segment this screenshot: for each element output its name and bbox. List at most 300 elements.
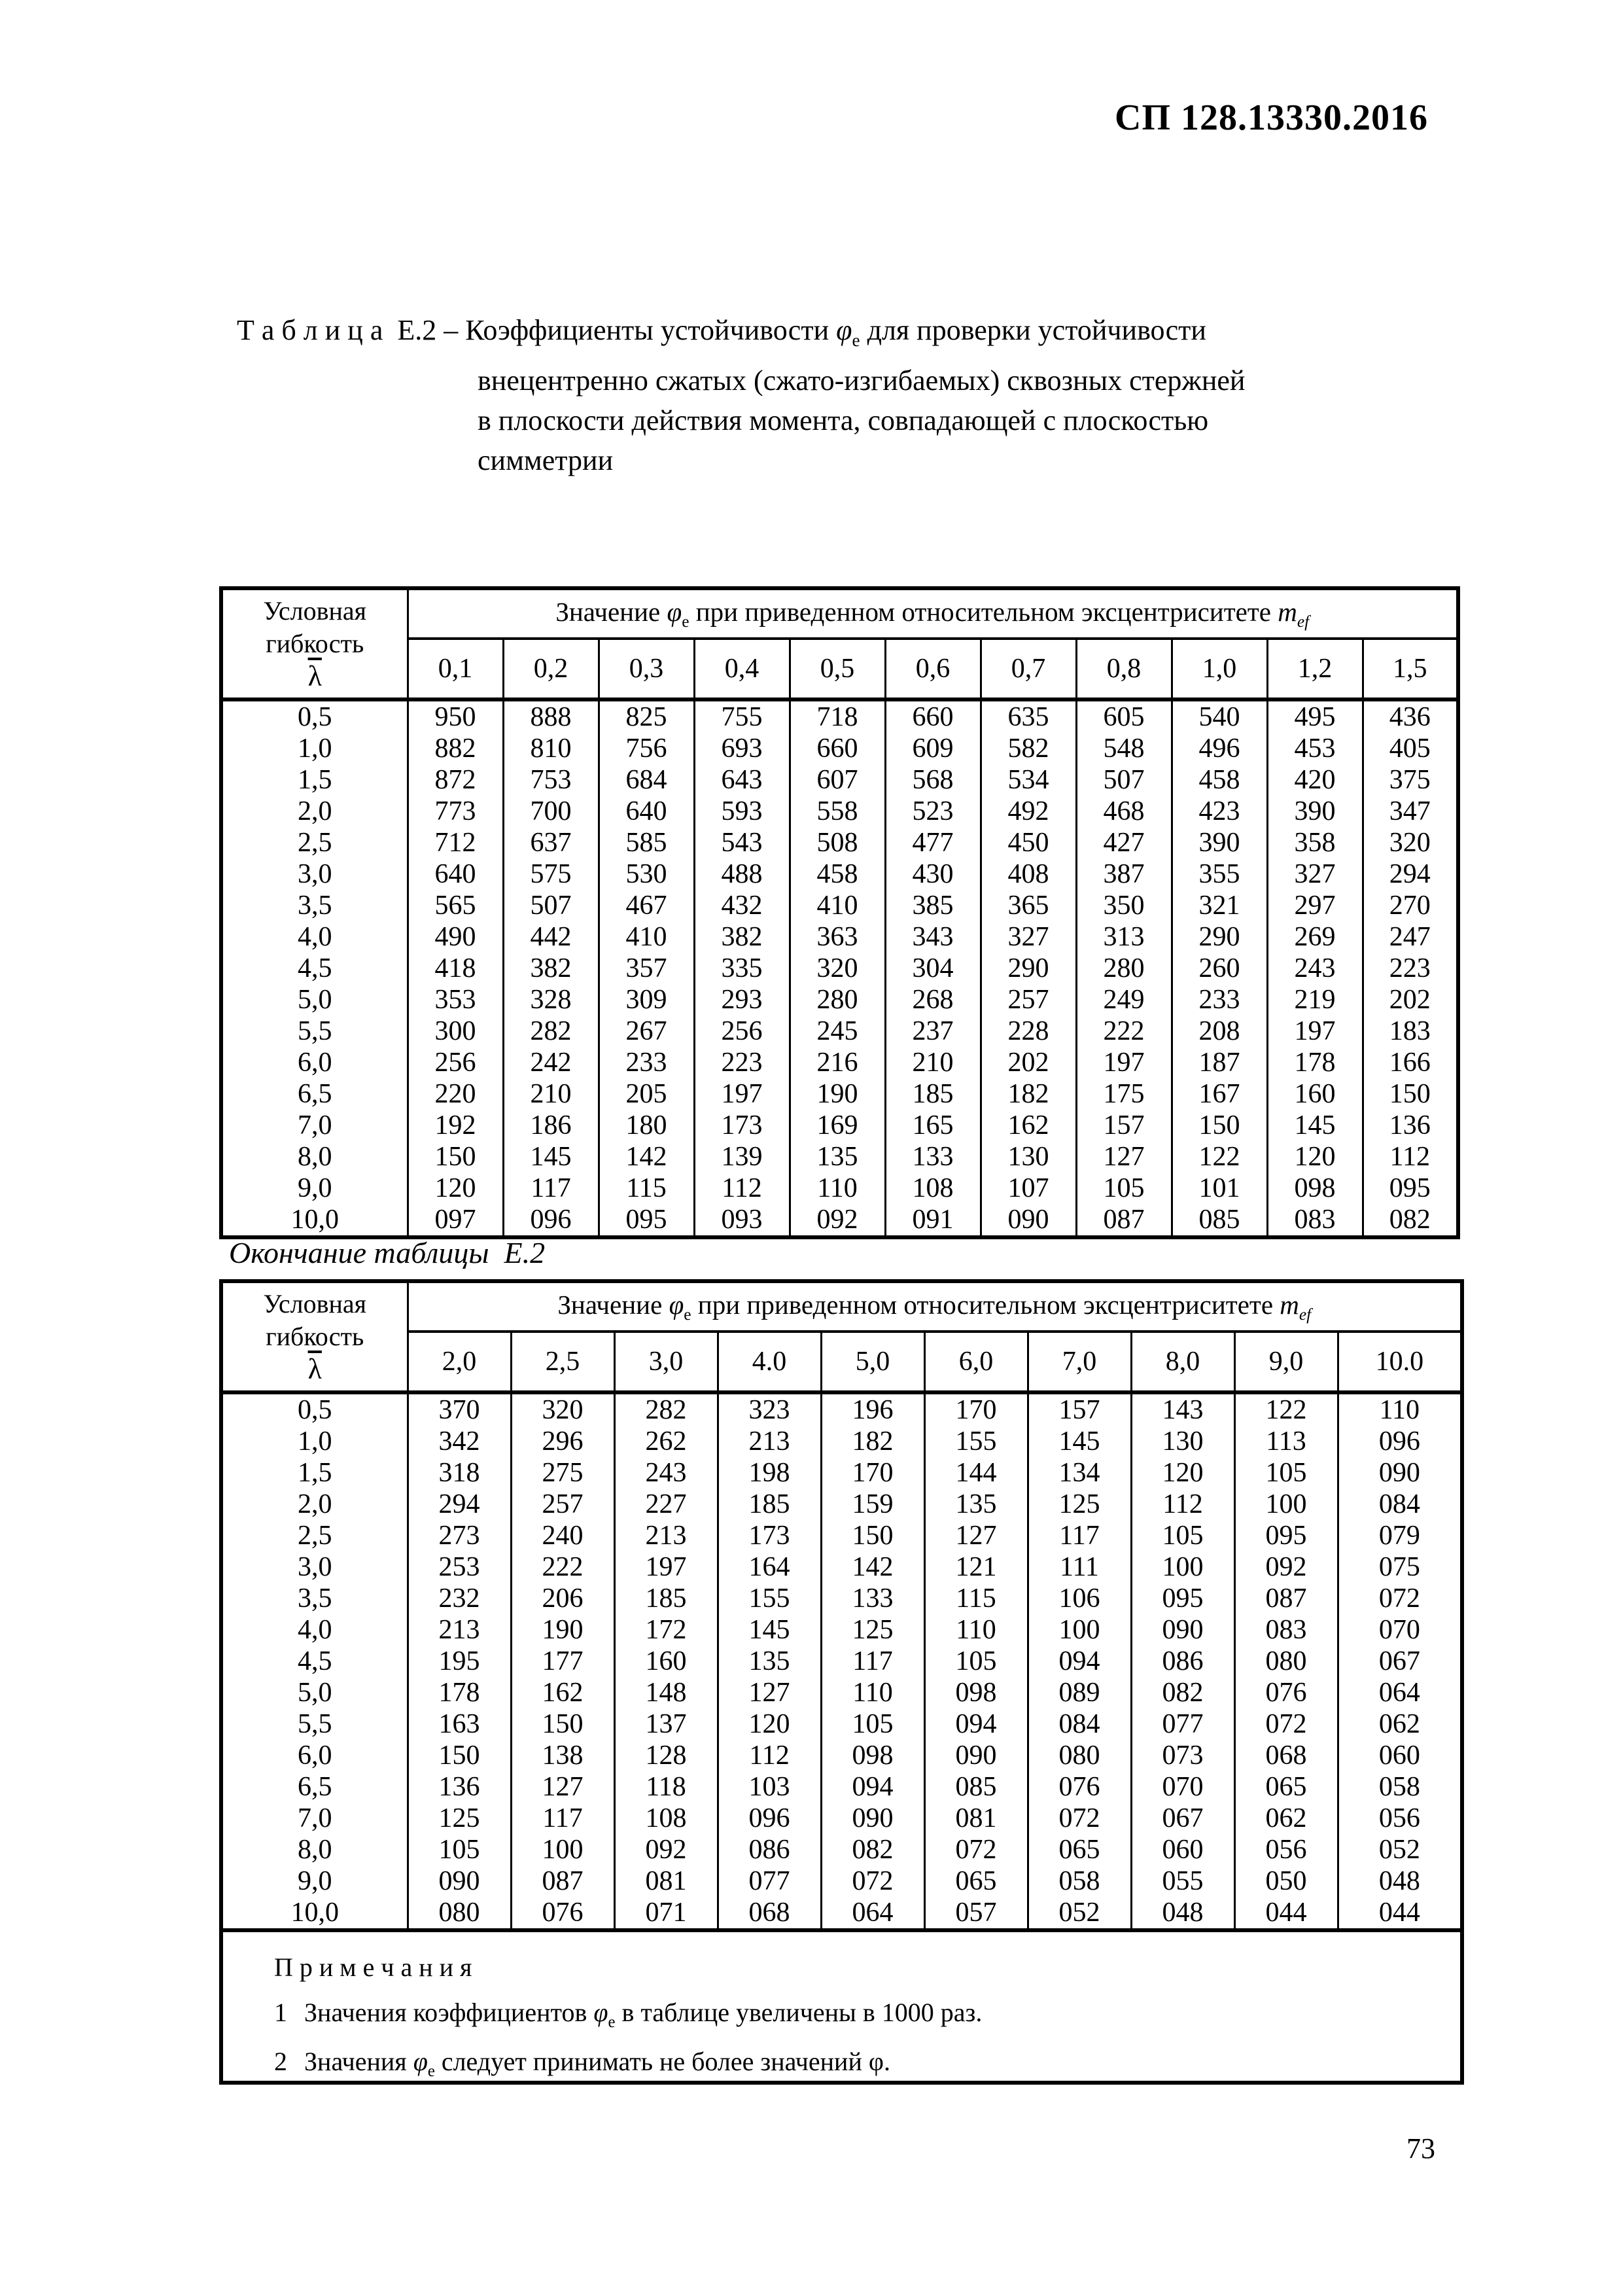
value-cell: 233 [1172,984,1267,1016]
value-cell: 755 [694,699,790,733]
value-cell: 635 [981,699,1076,733]
table-row [221,1865,1462,1897]
value-cell: 684 [599,764,694,796]
value-cell: 387 [1076,858,1172,890]
lambda-cell: 5,5 [221,1016,408,1047]
value-cell: 150 [1172,1110,1267,1141]
value-cell: 436 [1363,699,1458,733]
value-header: Значение $\varphi_e$ при приведенном относительном эксцентриситете $m_{ef}$ [408,1281,1462,1332]
value-cell: 458 [790,858,885,890]
value-cell: 490 [408,921,503,953]
value-cell: 142 [599,1141,694,1173]
col-header-cell: 1,0 [1172,639,1267,699]
value-cell: 262 [614,1426,718,1457]
value-cell: 133 [821,1583,924,1614]
value-cell: 135 [924,1489,1028,1520]
table-row [221,1426,1462,1457]
value-cell: 242 [503,1047,599,1078]
value-cell: 268 [885,984,981,1016]
value-cell: 055 [1131,1865,1234,1897]
value-cell: 090 [924,1740,1028,1771]
value-cell: 085 [924,1771,1028,1803]
value-cell: 111 [1028,1551,1131,1583]
value-cell: 192 [408,1110,503,1141]
title-line-1 [237,310,1310,361]
value-cell: 872 [408,764,503,796]
value-cell: 495 [1267,699,1363,733]
value-cell: 534 [981,764,1076,796]
value-cell: 256 [694,1016,790,1047]
value-cell: 101 [1172,1173,1267,1204]
value-cell: 582 [981,733,1076,764]
lambda-cell: 3,5 [221,890,408,921]
value-cell: 105 [1131,1520,1234,1551]
col-header-cell: 0,6 [885,639,981,699]
value-cell: 700 [503,796,599,827]
value-cell: 507 [1076,764,1172,796]
value-cell: 442 [503,921,599,953]
lambda-header-cell [221,588,408,699]
lambda-cell: 1,0 [221,733,408,764]
table-body [221,1392,1462,1930]
value-cell: 240 [511,1520,614,1551]
value-cell: 166 [1363,1047,1458,1078]
table-row [221,1834,1462,1865]
value-cell: 125 [408,1803,511,1834]
value-cell: 297 [1267,890,1363,921]
value-cell: 185 [885,1078,981,1110]
value-cell: 196 [821,1392,924,1426]
lambda-header-cell [221,1281,408,1392]
value-cell: 130 [981,1141,1076,1173]
value-cell: 660 [790,733,885,764]
table-row [221,1110,1458,1141]
value-cell: 233 [599,1047,694,1078]
col-header-cell: 0,5 [790,639,885,699]
table-row [221,1489,1462,1520]
value-cell: 280 [1076,953,1172,984]
lambda-cell: 6,5 [221,1771,408,1803]
value-cell: 062 [1338,1708,1462,1740]
lambda-cell: 1,0 [221,1426,408,1457]
value-cell: 293 [694,984,790,1016]
lambda-cell: 10,0 [221,1897,408,1930]
value-cell: 164 [718,1551,821,1583]
value-cell: 418 [408,953,503,984]
value-cell: 092 [1234,1551,1338,1583]
value-cell: 084 [1028,1708,1131,1740]
lambda-cell: 3,0 [221,858,408,890]
value-cell: 540 [1172,699,1267,733]
lambda-cell: 9,0 [221,1865,408,1897]
header-cell-line1: Условная [263,1288,367,1318]
value-cell: 245 [790,1016,885,1047]
value-cell: 183 [1363,1016,1458,1047]
col-header-cell: 9,0 [1234,1332,1338,1392]
value-cell: 175 [1076,1078,1172,1110]
value-cell: 320 [790,953,885,984]
m-symbol: m [1280,1289,1299,1320]
value-cell: 202 [1363,984,1458,1016]
value-cell: 095 [1363,1173,1458,1204]
value-cell: 173 [694,1110,790,1141]
value-cell: 363 [790,921,885,953]
table-row [221,827,1458,858]
value-cell: 327 [981,921,1076,953]
value-cell: 070 [1131,1771,1234,1803]
value-cell: 185 [718,1489,821,1520]
value-cell: 170 [821,1457,924,1489]
value-cell: 304 [885,953,981,984]
value-cell: 320 [1363,827,1458,858]
table-row [221,858,1458,890]
value-cell: 882 [408,733,503,764]
value-cell: 257 [981,984,1076,1016]
value-cell: 190 [790,1078,885,1110]
lambda-cell: 7,0 [221,1803,408,1834]
value-cell: 086 [718,1834,821,1865]
value-cell: 496 [1172,733,1267,764]
value-cell: 467 [599,890,694,921]
table-row [221,1583,1462,1614]
title-line-3: в плоскости действия момента, совпадающей с плоскостью [478,404,1209,436]
value-cell: 565 [408,890,503,921]
value-cell: 090 [1338,1457,1462,1489]
value-cell: 568 [885,764,981,796]
value-cell: 134 [1028,1457,1131,1489]
value-cell: 228 [981,1016,1076,1047]
value-cell: 353 [408,984,503,1016]
value-cell: 182 [821,1426,924,1457]
lambda-cell: 4,0 [221,1614,408,1646]
value-cell: 073 [1131,1740,1234,1771]
value-cell: 058 [1028,1865,1131,1897]
col-header-cell: 0,2 [503,639,599,699]
value-cell: 135 [790,1141,885,1173]
lambda-cell: 1,5 [221,764,408,796]
value-cell: 227 [614,1489,718,1520]
table-row [221,890,1458,921]
notes-row [221,1930,1462,2083]
value-cell: 106 [1028,1583,1131,1614]
value-cell: 105 [821,1708,924,1740]
value-header: Значение $\varphi_e$ при приведенном относительном эксцентриситете $m_{ef}$ [408,588,1458,639]
value-cell: 427 [1076,827,1172,858]
value-cell: 068 [1234,1740,1338,1771]
value-cell: 087 [511,1865,614,1897]
value-cell: 145 [1267,1110,1363,1141]
value-cell: 120 [1267,1141,1363,1173]
value-cell: 318 [408,1457,511,1489]
value-cell: 347 [1363,796,1458,827]
value-cell: 084 [1338,1489,1462,1520]
table-row [221,1141,1458,1173]
value-cell: 118 [614,1771,718,1803]
value-cell: 072 [1338,1583,1462,1614]
value-cell: 070 [1338,1614,1462,1646]
value-cell: 112 [694,1173,790,1204]
note-2: 2 Значения $\varphi_e$ следует принимать не более значений φ. [274,2047,890,2080]
value-cell: 117 [1028,1520,1131,1551]
value-cell: 090 [981,1204,1076,1237]
lambda-cell: 8,0 [221,1834,408,1865]
header-cell-line2: гибкость [266,628,364,658]
value-cell: 257 [511,1489,614,1520]
notes-section [221,1930,1462,2083]
value-cell: 408 [981,858,1076,890]
value-cell: 197 [1267,1016,1363,1047]
value-cell: 100 [1234,1489,1338,1520]
lambda-cell: 6,0 [221,1740,408,1771]
value-cell: 097 [408,1204,503,1237]
value-cell: 382 [694,921,790,953]
phi-subscript: e [427,2062,435,2080]
table-row [221,1204,1458,1237]
value-cell: 098 [1267,1173,1363,1204]
value-cell: 280 [790,984,885,1016]
m-subscript: ef [1299,1305,1312,1324]
value-cell: 144 [924,1457,1028,1489]
value-cell: 087 [1234,1583,1338,1614]
value-cell: 323 [718,1392,821,1426]
table-row [221,1173,1458,1204]
value-cell: 198 [718,1457,821,1489]
value-cell: 127 [924,1520,1028,1551]
value-cell: 190 [511,1614,614,1646]
value-cell: 609 [885,733,981,764]
value-cell: 167 [1172,1078,1267,1110]
value-cell: 065 [1234,1771,1338,1803]
value-cell: 065 [1028,1834,1131,1865]
value-cell: 165 [885,1110,981,1141]
lambda-cell: 0,5 [221,1392,408,1426]
value-cell: 096 [718,1803,821,1834]
table-row [221,1047,1458,1078]
table-row [221,1392,1462,1426]
value-cell: 117 [503,1173,599,1204]
value-cell: 548 [1076,733,1172,764]
value-cell: 206 [511,1583,614,1614]
value-cell: 410 [599,921,694,953]
value-cell: 177 [511,1646,614,1677]
value-cell: 148 [614,1677,718,1708]
value-cell: 145 [503,1141,599,1173]
value-cell: 150 [1363,1078,1458,1110]
table-row [221,1771,1462,1803]
lambda-cell: 5,5 [221,1708,408,1740]
col-header-cell: 7,0 [1028,1332,1131,1392]
value-cell: 120 [718,1708,821,1740]
value-cell: 072 [924,1834,1028,1865]
value-cell: 125 [1028,1489,1131,1520]
value-cell: 058 [1338,1771,1462,1803]
table-row [221,921,1458,953]
value-cell: 083 [1267,1204,1363,1237]
value-cell: 169 [790,1110,885,1141]
value-cell: 159 [821,1489,924,1520]
value-cell: 223 [1363,953,1458,984]
lambda-cell: 6,5 [221,1078,408,1110]
col-header-cell: 8,0 [1131,1332,1234,1392]
title-text: для проверки устойчивости [860,314,1206,346]
value-cell: 523 [885,796,981,827]
table-row [221,1646,1462,1677]
value-cell: 453 [1267,733,1363,764]
phi-symbol: φ [669,1289,684,1320]
value-cell: 108 [614,1803,718,1834]
value-cell: 112 [718,1740,821,1771]
value-cell: 178 [408,1677,511,1708]
value-cell: 358 [1267,827,1363,858]
value-cell: 080 [1028,1740,1131,1771]
value-cell: 127 [511,1771,614,1803]
value-cell: 213 [614,1520,718,1551]
continuation-caption: Окончание таблицы Е.2 [229,1236,546,1269]
value-cell: 150 [821,1520,924,1551]
value-cell: 343 [885,921,981,953]
value-cell: 100 [1028,1614,1131,1646]
table-e2-part1 [219,586,1460,1239]
value-cell: 216 [790,1047,885,1078]
value-cell: 430 [885,858,981,890]
value-cell: 543 [694,827,790,858]
value-cell: 138 [511,1740,614,1771]
column-header-row [221,1332,1462,1392]
value-cell: 135 [718,1646,821,1677]
value-cell: 150 [408,1740,511,1771]
lambda-symbol: $\overline{\lambda}$ [307,1352,322,1385]
value-cell: 327 [1267,858,1363,890]
value-cell: 117 [821,1646,924,1677]
value-cell: 072 [1028,1803,1131,1834]
phi-symbol: φ [413,2047,428,2076]
phi-subscript: e [684,1305,691,1324]
value-cell: 810 [503,733,599,764]
value-cell: 270 [1363,890,1458,921]
value-cell: 091 [885,1204,981,1237]
value-cell: 050 [1234,1865,1338,1897]
value-cell: 077 [718,1865,821,1897]
value-cell: 121 [924,1551,1028,1583]
value-cell: 092 [614,1834,718,1865]
value-cell: 093 [694,1204,790,1237]
table-row [221,984,1458,1016]
value-cell: 260 [1172,953,1267,984]
value-cell: 382 [503,953,599,984]
lambda-cell: 3,0 [221,1551,408,1583]
value-cell: 220 [408,1078,503,1110]
value-cell: 094 [1028,1646,1131,1677]
value-cell: 185 [614,1583,718,1614]
value-cell: 136 [1363,1110,1458,1141]
value-cell: 197 [694,1078,790,1110]
value-cell: 155 [718,1583,821,1614]
value-cell: 712 [408,827,503,858]
value-cell: 115 [599,1173,694,1204]
value-cell: 076 [1028,1771,1131,1803]
value-cell: 320 [511,1392,614,1426]
table-row [221,1803,1462,1834]
value-cell: 143 [1131,1392,1234,1426]
doc-number: СП 128.13330.2016 [1115,97,1428,138]
value-cell: 150 [511,1708,614,1740]
value-cell: 139 [694,1141,790,1173]
value-cell: 950 [408,699,503,733]
value-cell: 756 [599,733,694,764]
table-row [221,1708,1462,1740]
value-cell: 163 [408,1708,511,1740]
page-number: 73 [1406,2132,1435,2164]
value-cell: 071 [614,1897,718,1930]
lambda-cell: 7,0 [221,1110,408,1141]
notes-cell [221,1930,1462,2083]
value-cell: 390 [1267,796,1363,827]
value-cell: 825 [599,699,694,733]
value-cell: 090 [408,1865,511,1897]
lambda-cell: 9,0 [221,1173,408,1204]
value-cell: 048 [1338,1865,1462,1897]
table-e2-part2 [219,1279,1464,2085]
lambda-cell: 5,0 [221,984,408,1016]
value-cell: 290 [981,953,1076,984]
table-row [221,1740,1462,1771]
value-cell: 082 [1131,1677,1234,1708]
value-cell: 094 [924,1708,1028,1740]
value-cell: 178 [1267,1047,1363,1078]
value-cell: 575 [503,858,599,890]
table-row [221,1614,1462,1646]
value-cell: 186 [503,1110,599,1141]
value-cell: 492 [981,796,1076,827]
value-cell: 296 [511,1426,614,1457]
value-cell: 087 [1076,1204,1172,1237]
value-cell: 222 [511,1551,614,1583]
phi-subscript: e [852,330,860,350]
value-cell: 450 [981,827,1076,858]
value-cell: 718 [790,699,885,733]
value-cell: 290 [1172,921,1267,953]
value-cell: 105 [1234,1457,1338,1489]
lambda-cell: 8,0 [221,1141,408,1173]
lambda-cell: 3,5 [221,1583,408,1614]
value-cell: 643 [694,764,790,796]
value-cell: 753 [503,764,599,796]
table-row [221,1016,1458,1047]
value-cell: 558 [790,796,885,827]
title-line-4: симметрии [478,444,614,476]
value-cell: 640 [408,858,503,890]
value-cell: 052 [1338,1834,1462,1865]
value-cell: 098 [924,1677,1028,1708]
value-cell: 773 [408,796,503,827]
value-cell: 243 [1267,953,1363,984]
value-cell: 267 [599,1016,694,1047]
lambda-cell: 4,5 [221,1646,408,1677]
value-cell: 162 [981,1110,1076,1141]
value-cell: 249 [1076,984,1172,1016]
value-cell: 145 [1028,1426,1131,1457]
value-cell: 243 [614,1457,718,1489]
m-symbol: m [1278,596,1297,627]
lambda-cell: 2,0 [221,796,408,827]
value-cell: 130 [1131,1426,1234,1457]
value-cell: 110 [924,1614,1028,1646]
col-header-cell: 6,0 [924,1332,1028,1392]
value-cell: 247 [1363,921,1458,953]
value-cell: 094 [821,1771,924,1803]
value-cell: 112 [1131,1489,1234,1520]
value-cell: 095 [599,1204,694,1237]
